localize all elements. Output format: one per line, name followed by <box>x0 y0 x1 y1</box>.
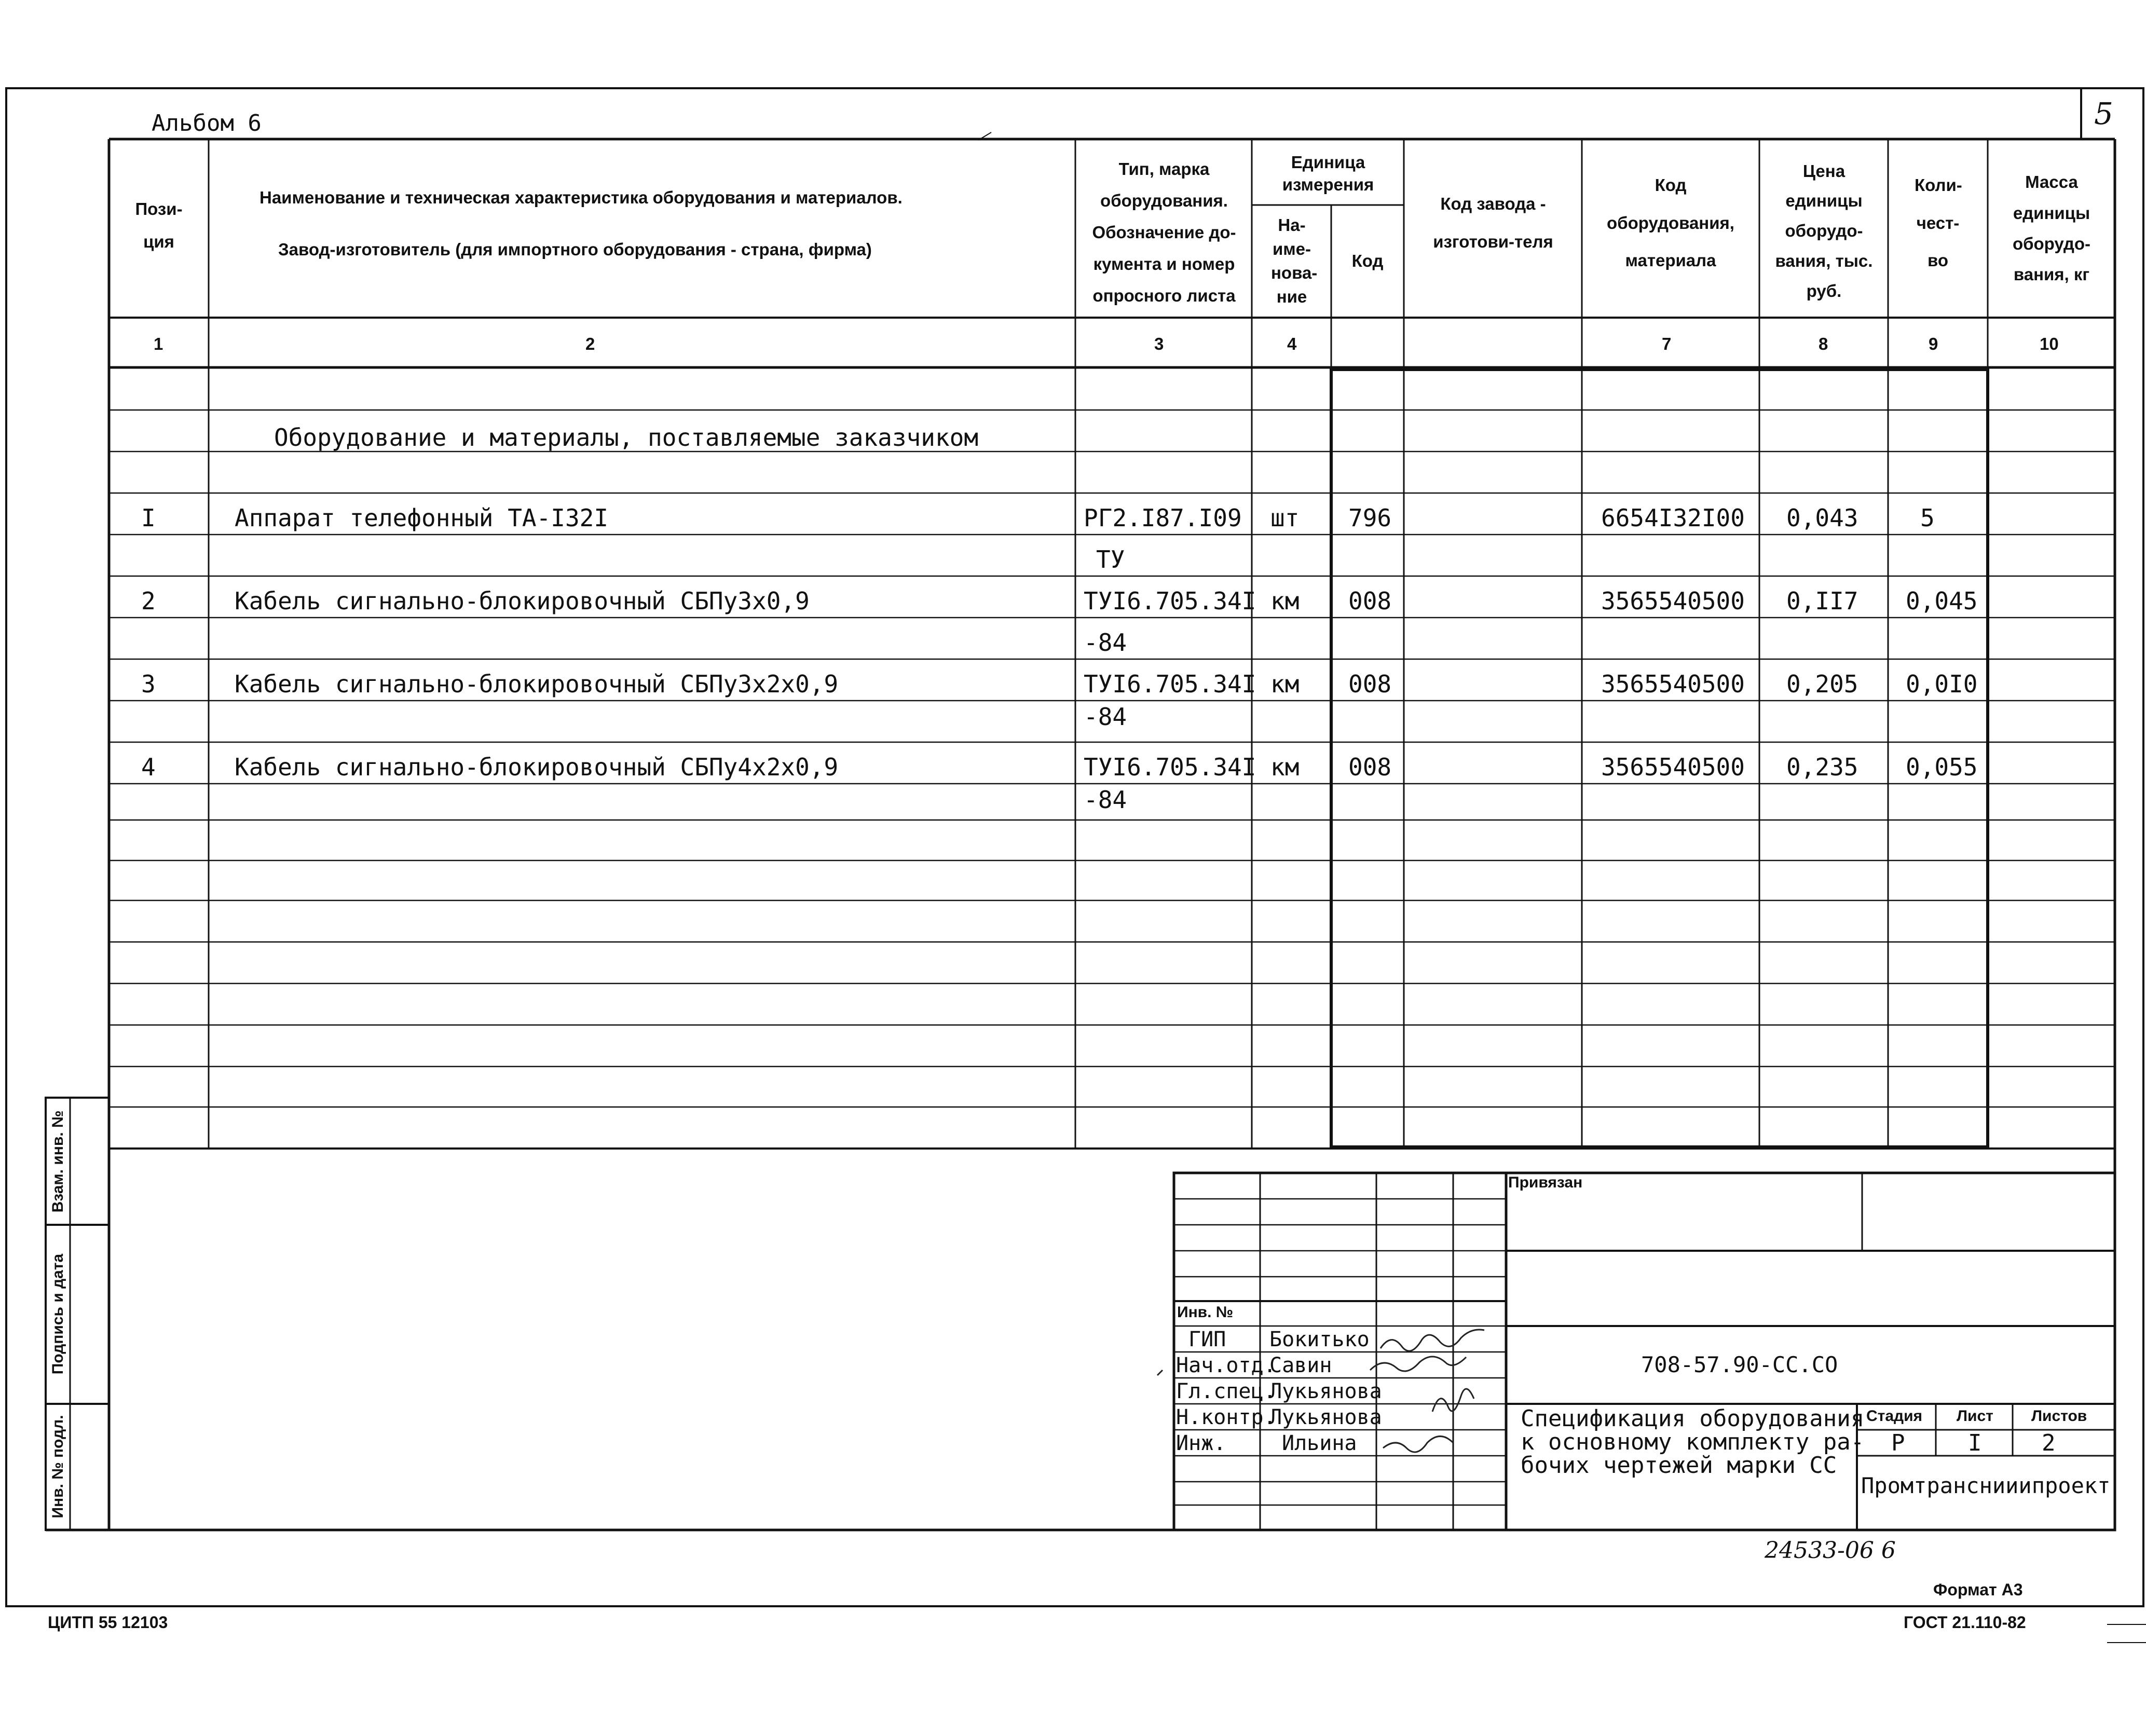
name-chief-engineer: Бокитько <box>1269 1328 1370 1351</box>
row-4-position: 4 <box>141 753 156 781</box>
col-number-2: 2 <box>585 334 595 353</box>
archive-number: 24533-06 6 <box>1765 1537 1896 1564</box>
sheets-total-label: Листов <box>2031 1407 2087 1425</box>
row-2-material-code: 3565540500 <box>1601 587 1745 615</box>
row-1-quantity: 5 <box>1920 504 1935 532</box>
col-number-10: 10 <box>2040 334 2059 353</box>
row-1-type-cont: ТУ <box>1096 545 1125 573</box>
side-stamp-replacement: Взам. инв. № <box>49 1110 66 1213</box>
row-4-name: Кабель сигнально-блокировочный СБПу4х2х0,9 <box>235 753 839 781</box>
role-engineer: Инж. <box>1176 1431 1226 1455</box>
col-unit-code-header: Код <box>1351 251 1384 270</box>
row-4-type: ТУI6.705.34I <box>1084 753 1256 781</box>
row-3-quantity: 0,0I0 <box>1906 670 1978 698</box>
side-stamp-signature-date: Подпись и дата <box>49 1253 66 1375</box>
col-quantity-header: Коли-чест-во <box>1915 175 1962 270</box>
name-head-of-department: Савин <box>1269 1354 1332 1377</box>
col-number-4: 4 <box>1287 334 1297 353</box>
row-1-name: Аппарат телефонный ТА-I32I <box>235 504 609 532</box>
sheets-total-value: 2 <box>2042 1430 2056 1456</box>
sheet-value: I <box>1968 1430 1982 1456</box>
row-1-unit-code: 796 <box>1348 504 1392 532</box>
unit-group-header: Единица измерения <box>1282 153 1374 194</box>
col-name-header-line2: Завод-изготовитель (для импортного оборудования - страна, фирма) <box>278 240 872 259</box>
col-type-header: Тип, марка оборудования. Обозначение до-кумента и номер опросного листа <box>1092 159 1236 306</box>
row-2-quantity: 0,045 <box>1906 587 1978 615</box>
row-3-name: Кабель сигнально-блокировочный СБПу3х2х0,9 <box>235 670 839 698</box>
album-label: Альбом 6 <box>152 110 262 136</box>
row-3-type-cont: -84 <box>1084 703 1127 731</box>
organization-name: Промтранснииипроект <box>1861 1473 2111 1498</box>
document-title-line2: к основному комплекту ра- <box>1521 1429 1865 1455</box>
col-factory-code-header: Код завода - изготови-теля <box>1433 194 1553 251</box>
row-1-position: I <box>141 504 156 532</box>
col-position-header: Пози-ция <box>135 199 183 251</box>
row-3-position: 3 <box>141 670 156 698</box>
inventory-number-label: Инв. № <box>1177 1304 1234 1321</box>
row-3-material-code: 3565540500 <box>1601 670 1745 698</box>
row-2-type-cont: -84 <box>1084 628 1127 657</box>
col-material-code-header: Код оборудования, материала <box>1607 175 1734 270</box>
document-code: 708-57.90-СС.СО <box>1641 1352 1838 1377</box>
corner-sheet-number: 5 <box>2094 96 2113 131</box>
col-number-7: 7 <box>1662 334 1672 353</box>
row-4-price: 0,235 <box>1786 753 1858 781</box>
row-3-type: ТУI6.705.34I <box>1084 670 1256 698</box>
row-4-unit-code: 008 <box>1348 753 1392 781</box>
footer-left-code: ЦИТП 55 12103 <box>48 1613 168 1632</box>
row-2-position: 2 <box>141 587 156 615</box>
row-2-name: Кабель сигнально-блокировочный СБПу3х0,9 <box>235 587 810 615</box>
row-1-type: РГ2.I87.I09 <box>1084 504 1242 532</box>
row-1-material-code: 6654I32I00 <box>1601 504 1745 532</box>
col-unit-name-header: На-име-нова-ние <box>1271 215 1318 307</box>
col-number-1: 1 <box>154 334 163 353</box>
format-label: Формат А3 <box>1933 1580 2023 1599</box>
role-head-of-department: Нач.отд. <box>1176 1354 1276 1377</box>
row-4-unit: км <box>1270 753 1300 781</box>
stage-value: Р <box>1891 1430 1905 1456</box>
col-number-3: 3 <box>1154 334 1164 353</box>
row-2-price: 0,II7 <box>1786 587 1858 615</box>
col-price-header: Цена единицы оборудо-вания, тыс. руб. <box>1775 161 1873 300</box>
side-stamp-original-inventory: Инв. № подл. <box>49 1415 66 1519</box>
role-standards-control: Н.контр. <box>1176 1405 1276 1429</box>
row-2-unit: км <box>1270 587 1300 615</box>
document-title-line1: Спецификация оборудования <box>1521 1405 1865 1432</box>
row-1-unit: шт <box>1270 504 1300 532</box>
row-2-type: ТУI6.705.34I <box>1084 587 1256 615</box>
document-title-line3: бочих чертежей марки СС <box>1521 1452 1837 1479</box>
stage-label: Стадия <box>1866 1407 1923 1425</box>
name-engineer: Ильина <box>1282 1431 1357 1455</box>
row-4-material-code: 3565540500 <box>1601 753 1745 781</box>
col-name-header-line1: Наименование и техническая характеристика оборудования и материалов. <box>259 188 903 207</box>
row-1-price: 0,043 <box>1786 504 1858 532</box>
name-chief-specialist: Лукьянова <box>1269 1379 1382 1403</box>
row-2-unit-code: 008 <box>1348 587 1392 615</box>
row-3-unit: км <box>1270 670 1300 698</box>
row-3-unit-code: 008 <box>1348 670 1392 698</box>
col-number-8: 8 <box>1819 334 1828 353</box>
footer-standard: ГОСТ 21.110-82 <box>1904 1613 2026 1632</box>
linked-label: Привязан <box>1508 1174 1583 1191</box>
row-4-quantity: 0,055 <box>1906 753 1978 781</box>
row-3-price: 0,205 <box>1786 670 1858 698</box>
col-mass-header: Масса единицы оборудо-вания, кг <box>2012 172 2091 284</box>
name-standards-control: Лукьянова <box>1269 1405 1382 1429</box>
role-chief-specialist: Гл.спец. <box>1176 1379 1276 1403</box>
role-chief-engineer: ГИП <box>1188 1328 1226 1351</box>
row-4-type-cont: -84 <box>1084 786 1127 814</box>
col-number-9: 9 <box>1929 334 1938 353</box>
section-title: Оборудование и материалы, поставляемые заказчиком <box>274 423 979 452</box>
sheet-label: Лист <box>1957 1407 1993 1425</box>
